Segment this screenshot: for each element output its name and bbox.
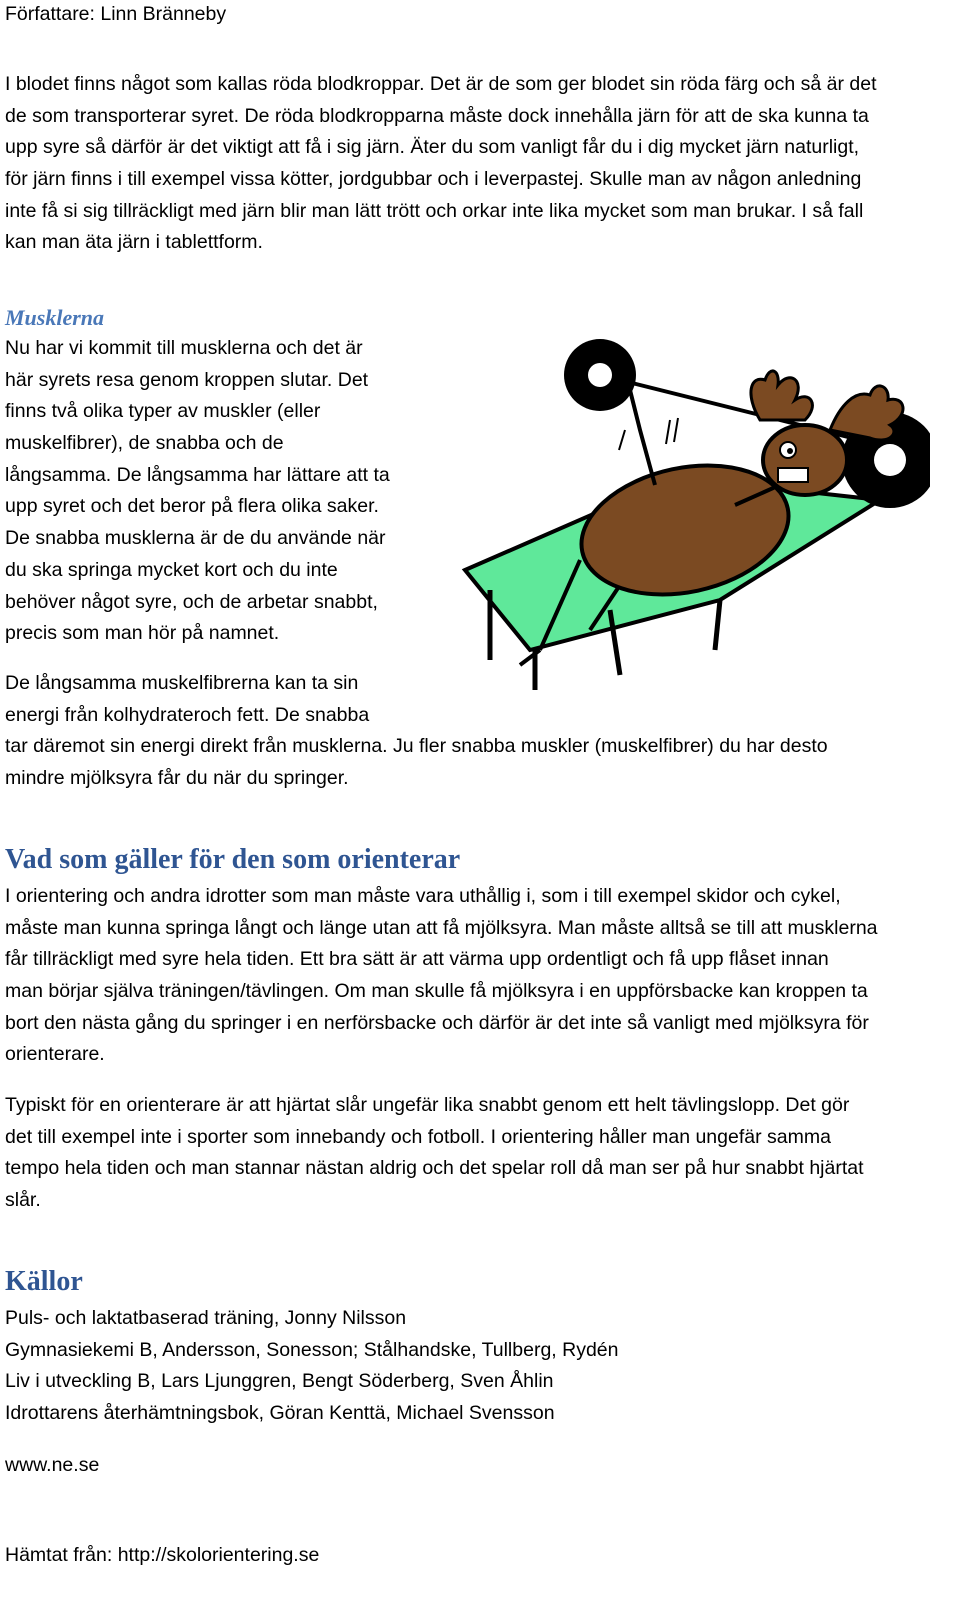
orienteering-paragraph-2 bbox=[5, 1090, 927, 1217]
moose-bench-press-illustration bbox=[460, 320, 930, 700]
text-line: inte få si sig tillräckligt med järn blir man lätt trött och orkar inte lika mycket som man brukar. I så fall bbox=[5, 199, 864, 222]
text-line: slår. bbox=[5, 1189, 41, 1212]
text-line: I blodet finns något som kallas röda blodkroppar. Det är de som ger blodet sin röda färg och så är det bbox=[5, 73, 877, 95]
footer-source: Hämtat från: http://skolorientering.se bbox=[5, 1544, 320, 1566]
author-line: Författare: Linn Bränneby bbox=[5, 3, 227, 25]
text-line: mindre mjölksyra får du när du springer. bbox=[5, 767, 349, 790]
source-item: Puls- och laktatbaserad träning, Jonny Nilsson bbox=[5, 1307, 407, 1329]
musklerna-paragraph bbox=[5, 333, 411, 650]
moose-antler bbox=[751, 371, 812, 420]
moose-teeth bbox=[778, 468, 808, 482]
text-line: precis som man hör på namnet. bbox=[5, 622, 280, 645]
source-item: Gymnasiekemi B, Andersson, Sonesson; Stålhandske, Tullberg, Rydén bbox=[5, 1338, 619, 1361]
source-item: Idrottarens återhämtningsbok, Göran Kenttä, Michael Svensson bbox=[5, 1402, 555, 1425]
bench-leg bbox=[715, 600, 720, 650]
text-line: det till exempel inte i sporter som innebandy och fotboll. I orientering håller man ungefär samma bbox=[5, 1125, 831, 1148]
text-line: de som transporterar syret. De röda blodkropparna måste dock innehålla järn för att de ska kunna ta bbox=[5, 104, 869, 127]
orienteering-heading: Vad som gäller för den som orienterar bbox=[5, 844, 461, 875]
text-line: här syrets resa genom kroppen slutar. Det bbox=[5, 368, 369, 391]
text-line: energi från kolhydrateroch fett. De snabba bbox=[5, 703, 370, 726]
source-link[interactable]: www.ne.se bbox=[5, 1454, 100, 1476]
text-line: tar däremot sin energi direkt från musklerna. Ju fler snabba muskler (muskelfibrer) du har desto bbox=[5, 735, 828, 758]
text-line: I orientering och andra idrotter som man måste vara uthållig i, som i till exempel skidor och cykel, bbox=[5, 885, 841, 907]
text-line: orienterare. bbox=[5, 1043, 105, 1066]
text-line: Typiskt för en orienterare är att hjärtat slår ungefär lika snabbt genom ett helt tävlingslopp. Det gör bbox=[5, 1094, 850, 1116]
text-line: man börjar själva träningen/tävlingen. Om man skulle få mjölksyra i en uppförsbacke kan kroppen ta bbox=[5, 980, 868, 1003]
moose-head bbox=[763, 425, 847, 495]
musklerna-heading: Musklerna bbox=[5, 305, 105, 330]
text-line: för järn finns i till exempel vissa kötter, jordgubbar och i leverpastej. Skulle man av någon anledning bbox=[5, 168, 862, 191]
sources-heading: Källor bbox=[5, 1266, 83, 1297]
text-line: måste man kunna springa långt och länge utan att få mjölksyra. Man måste alltså se till att musklerna bbox=[5, 916, 878, 939]
orienteering-paragraph-1 bbox=[5, 881, 927, 1071]
moose-antler bbox=[830, 386, 903, 440]
text-line: behöver något syre, och de arbetar snabbt, bbox=[5, 590, 378, 613]
text-line: De långsamma muskelfibrerna kan ta sin bbox=[5, 672, 359, 694]
moose-arm bbox=[630, 390, 655, 485]
text-line: upp syre så därför är det viktigt att få i sig järn. Äter du som vanligt får du i dig mycket järn naturligt, bbox=[5, 136, 860, 159]
text-line: bort den nästa gång du springer i en nerförsbacke och därför är det inte så vanligt med mjölksyra för bbox=[5, 1011, 869, 1034]
sources-list bbox=[5, 1303, 619, 1430]
text-line: du ska springa mycket kort och du inte bbox=[5, 558, 338, 581]
text-line: långsamma. De långsamma har lättare att ta bbox=[5, 463, 390, 486]
text-line: Nu har vi kommit till musklerna och det är bbox=[5, 337, 363, 359]
text-line: muskelfibrer), de snabba och de bbox=[5, 432, 284, 455]
text-line: tempo hela tiden och man stannar nästan aldrig och det spelar roll då man ser på hur snabbt hjärtat bbox=[5, 1157, 864, 1180]
text-line: upp syret och det beror på flera olika saker. bbox=[5, 495, 379, 518]
text-line: finns två olika typer av muskler (eller bbox=[5, 400, 321, 423]
text-line: De snabba musklerna är de du använde när bbox=[5, 527, 386, 550]
intro-paragraph bbox=[5, 69, 927, 259]
text-line: kan man äta järn i tablettform. bbox=[5, 231, 263, 254]
source-item: Liv i utveckling B, Lars Ljunggren, Bengt Söderberg, Sven Åhlin bbox=[5, 1370, 554, 1393]
text-line: får tillräckligt med syre hela tiden. Ett bra sätt är att värma upp ordentligt och få upp flåset innan bbox=[5, 948, 829, 971]
